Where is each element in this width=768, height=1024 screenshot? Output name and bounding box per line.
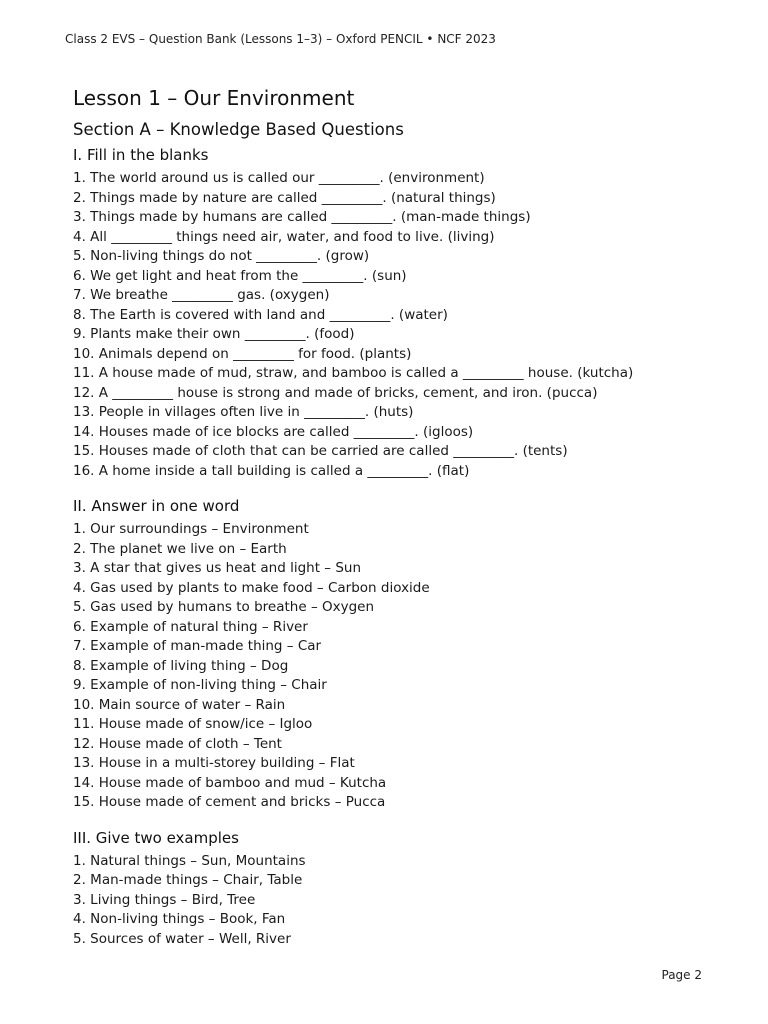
question-item: 14. House made of bamboo and mud – Kutcha — [73, 774, 387, 791]
lesson-title: Lesson 1 – Our Environment — [73, 86, 355, 110]
question-item: 3. A star that gives us heat and light – Sun — [73, 560, 362, 576]
question-item: 10. Animals depend on _________ for food. (plants) — [73, 345, 412, 362]
question-item: 13. People in villages often live in _________. (huts) — [73, 404, 414, 420]
question-item: 6. Example of natural thing – River — [73, 618, 308, 635]
question-item: 9. Plants make their own _________. (food) — [73, 326, 355, 342]
page-header: Class 2 EVS – Question Bank (Lessons 1–3) – Oxford PENCIL • NCF 2023 — [65, 32, 496, 46]
question-item: 10. Main source of water – Rain — [73, 696, 286, 713]
question-item: 9. Example of non-living thing – Chair — [73, 677, 327, 693]
question-item: 6. We get light and heat from the _________. (sun) — [73, 267, 407, 284]
part-title: III. Give two examples — [73, 828, 239, 847]
question-item: 13. House in a multi-storey building – Flat — [73, 755, 355, 771]
question-list — [73, 852, 733, 950]
question-list — [73, 169, 733, 481]
question-item: 5. Non-living things do not _________. (grow) — [73, 248, 370, 264]
question-item: 1. Natural things – Sun, Mountains — [73, 852, 306, 869]
part-title: I. Fill in the blanks — [73, 146, 209, 164]
question-item: 4. Non-living things – Book, Fan — [73, 911, 286, 927]
question-item: 15. Houses made of cloth that can be carried are called _________. (tents) — [73, 443, 568, 459]
question-item: 1. The world around us is called our _________. (environment) — [73, 170, 485, 186]
question-item: 4. All _________ things need air, water, and food to live. (living) — [73, 228, 495, 245]
question-item: 4. Gas used by plants to make food – Carbon dioxide — [73, 579, 430, 596]
question-item: 7. Example of man-made thing – Car — [73, 638, 322, 654]
question-item: 2. Man-made things – Chair, Table — [73, 872, 303, 888]
question-item: 8. Example of living thing – Dog — [73, 657, 289, 674]
question-item: 16. A home inside a tall building is called a _________. (flat) — [73, 462, 470, 479]
section-title: Section A – Knowledge Based Questions — [73, 120, 404, 139]
question-item: 15. House made of cement and bricks – Pucca — [73, 794, 386, 810]
question-item: 3. Things made by humans are called _________. (man-made things) — [73, 209, 531, 225]
document-body — [73, 84, 733, 949]
question-item: 5. Sources of water – Well, River — [73, 930, 291, 947]
part-title: II. Answer in one word — [73, 497, 240, 515]
page-number: Page 2 — [661, 968, 702, 982]
question-item: 12. A _________ house is strong and made of bricks, cement, and iron. (pucca) — [73, 384, 598, 401]
question-item: 11. A house made of mud, straw, and bamboo is called a _________ house. (kutcha) — [73, 365, 634, 381]
question-item: 11. House made of snow/ice – Igloo — [73, 716, 313, 732]
question-parts — [73, 145, 733, 949]
question-list — [73, 520, 733, 813]
question-item: 12. House made of cloth – Tent — [73, 735, 282, 752]
question-item: 2. Things made by nature are called _________. (natural things) — [73, 189, 496, 206]
section-spacer — [73, 481, 733, 496]
question-item: 7. We breathe _________ gas. (oxygen) — [73, 287, 330, 303]
section-spacer — [73, 813, 733, 828]
question-item: 1. Our surroundings – Environment — [73, 521, 309, 537]
question-item: 3. Living things – Bird, Tree — [73, 891, 256, 908]
question-item: 8. The Earth is covered with land and _________. (water) — [73, 306, 448, 323]
question-item: 14. Houses made of ice blocks are called _________. (igloos) — [73, 423, 474, 440]
question-item: 5. Gas used by humans to breathe – Oxygen — [73, 599, 375, 615]
question-item: 2. The planet we live on – Earth — [73, 540, 287, 557]
